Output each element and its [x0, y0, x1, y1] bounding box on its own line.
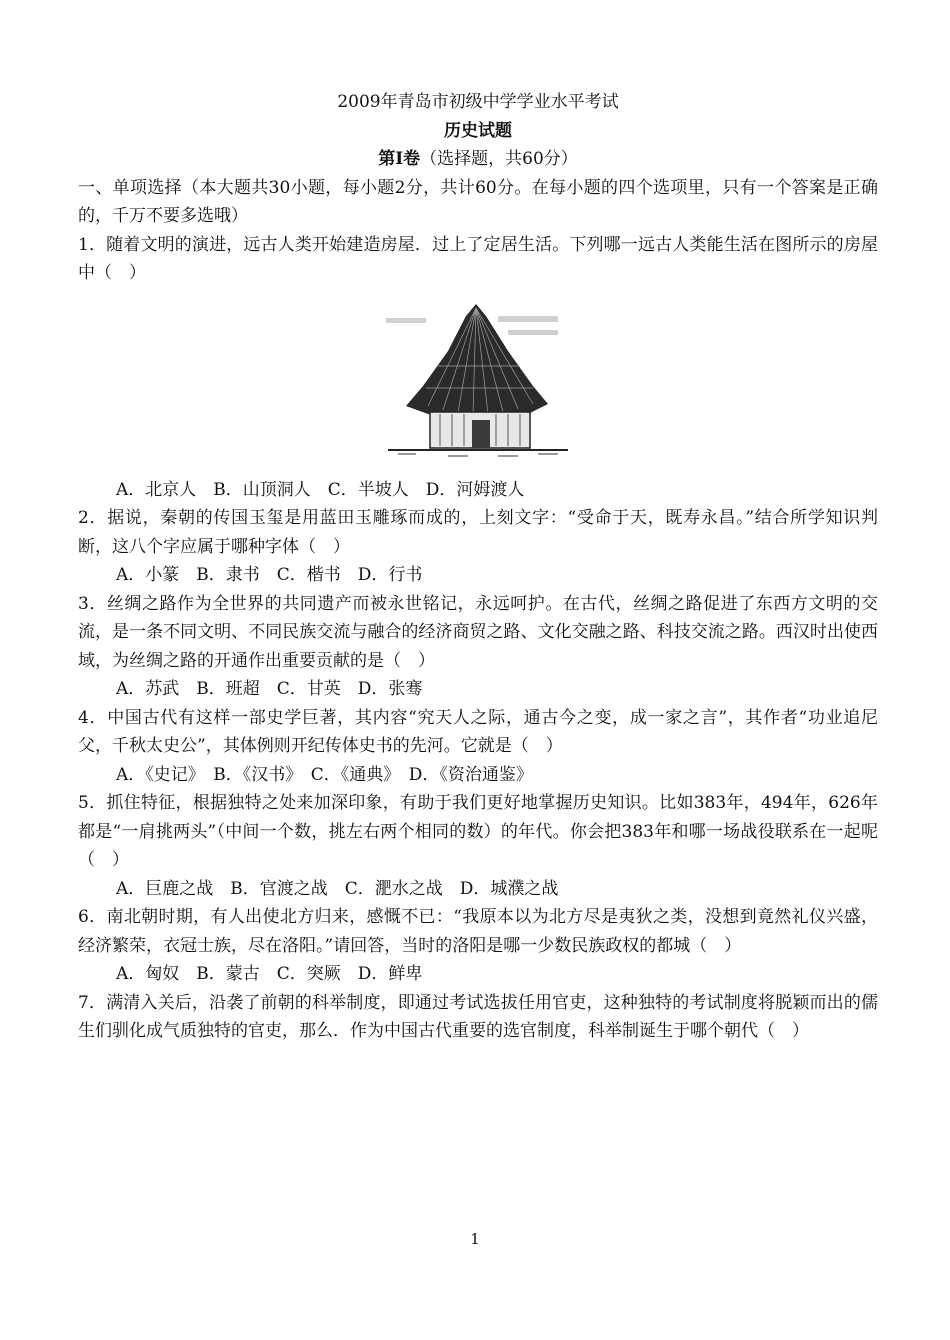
exam-page [78, 88, 878, 1046]
question-3-text: 3．丝绸之路作为全世界的共同遗产而被永世铭记，永远呵护。在古代，丝绸之路促进了东西方文明的交流，是一条不同文明、不同民族交流与融合的经济商贸之路、文化交融之路、科技交流之路。西汉时出使西域，为丝绸之路的开通作出重要贡献的是（ ） [78, 593, 878, 671]
question-1-options: A．北京人 B．山顶洞人 C．半坡人 D．河姆渡人 [116, 479, 525, 500]
exam-subtitle: 历史试题 [444, 120, 512, 141]
hut-figure [78, 296, 878, 468]
page-number: 1 [470, 1230, 480, 1248]
thatched-hut-image [368, 296, 588, 468]
question-1-text: 1．随着文明的演进，远古人类开始建造房屋．过上了定居生活。下列哪一远古人类能生活在图所示的房屋中（ ） [78, 234, 878, 283]
exam-title: 2009年青岛市初级中学学业水平考试 [337, 92, 619, 112]
section-heading [78, 145, 878, 174]
instructions: 一、单项选择（本大题共30小题，每小题2分，共计60分。在每小题的四个选项里，只有一个答案是正确的，千万不要多选哦） [78, 177, 878, 226]
question-5-options: A．巨鹿之战 B．官渡之战 C．淝水之战 D．城濮之战 [116, 878, 559, 899]
question-5-text: 5．抓住特征，根据独特之处来加深印象，有助于我们更好地掌握历史知识。比如383年，494年，626年都是“一肩挑两头”（中间一个数，挑左右两个相同的数）的年代。你会把383年和哪一场战役联系在一起呢（ ） [78, 793, 878, 870]
question-2-text: 2．据说，秦朝的传国玉玺是用蓝田玉雕琢而成的，上刻文字：“受命于天，既寿永昌。”结合所学知识判断，这八个字应属于哪种字体（ ） [78, 508, 878, 557]
question-4-text: 4．中国古代有这样一部史学巨著，其内容“究天人之际，通古今之变，成一家之言”，其作者“功业追尼父，千秋太史公”，其体例则开纪传体史书的先河。它就是（ ） [78, 707, 878, 756]
question-6-text: 6．南北朝时期，有人出使北方归来，感慨不已：“我原本以为北方尽是夷狄之类，没想到竟然礼仪兴盛，经济繁荣，衣冠士族，尽在洛阳。”请回答，当时的洛阳是哪一少数民族政权的都城（ ） [78, 907, 878, 956]
question-7-text: 7．满清入关后，沿袭了前朝的科举制度，即通过考试选拔任用官吏，这种独特的考试制度将脱颖而出的儒生们驯化成气质独特的官吏，那么．作为中国古代重要的选官制度，科举制诞生于哪个朝代（ ） [78, 992, 878, 1041]
section-bold-label: 第Ⅰ卷 [378, 149, 421, 169]
question-4-options: A．《史记》 B．《汉书》 C．《通典》 D．《资治通鉴》 [116, 764, 533, 785]
question-3-options: A．苏武 B．班超 C．甘英 D．张骞 [116, 679, 423, 699]
question-2-options: A．小篆 B．隶书 C．楷书 D．行书 [116, 565, 423, 585]
question-6-options: A．匈奴 B．蒙古 C．突厥 D．鲜卑 [116, 964, 423, 984]
section-description: （选择题，共60分） [420, 149, 578, 169]
